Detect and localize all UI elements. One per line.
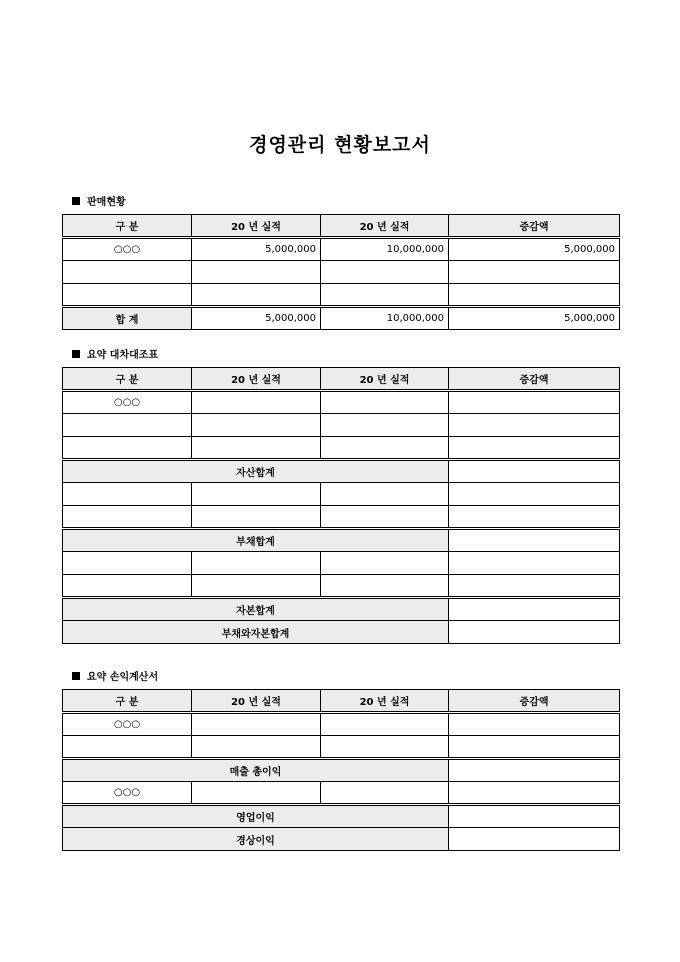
header-year1: 20 년 실적 bbox=[192, 690, 321, 713]
subtotal-asset-label: 자산합계 bbox=[63, 460, 449, 483]
subtotal-row bbox=[63, 828, 620, 851]
section-heading-sales bbox=[72, 193, 126, 208]
cell-value: 5,000,000 bbox=[449, 238, 620, 261]
subtotal-row bbox=[63, 759, 620, 782]
cell-item: ○○○ bbox=[63, 391, 192, 414]
table-row bbox=[63, 437, 620, 460]
page-title: 경영관리 현황보고서 bbox=[249, 134, 431, 156]
subtotal-row bbox=[63, 621, 620, 644]
section-heading-balance bbox=[72, 346, 158, 361]
balance-sheet-table bbox=[62, 367, 620, 644]
table-row bbox=[63, 261, 620, 284]
cell-value: 5,000,000 bbox=[192, 238, 321, 261]
header-category: 구 분 bbox=[63, 690, 192, 713]
income-statement-table bbox=[62, 689, 620, 851]
header-category: 구 분 bbox=[63, 368, 192, 391]
header-year1: 20 년 실적 bbox=[192, 368, 321, 391]
header-change: 증감액 bbox=[449, 690, 620, 713]
table-row bbox=[63, 575, 620, 598]
header-year2: 20 년 실적 bbox=[321, 368, 449, 391]
square-bullet-icon bbox=[72, 672, 80, 680]
table-row bbox=[63, 782, 620, 805]
header-year2: 20 년 실적 bbox=[321, 690, 449, 713]
subtotal-liability-label: 부채합계 bbox=[63, 529, 449, 552]
table-row bbox=[63, 483, 620, 506]
sales-table bbox=[62, 214, 620, 330]
subtotal-operating-profit-label: 영업이익 bbox=[63, 805, 449, 828]
table-header-row bbox=[63, 215, 620, 238]
subtotal-liab-equity-label: 부채와자본합계 bbox=[63, 621, 449, 644]
header-change: 증감액 bbox=[449, 215, 620, 238]
header-year1: 20 년 실적 bbox=[192, 215, 321, 238]
square-bullet-icon bbox=[72, 197, 80, 205]
total-value: 5,000,000 bbox=[449, 307, 620, 330]
subtotal-ordinary-profit-label: 경상이익 bbox=[63, 828, 449, 851]
table-row bbox=[63, 506, 620, 529]
subtotal-equity-label: 자본합계 bbox=[63, 598, 449, 621]
square-bullet-icon bbox=[72, 350, 80, 358]
table-header-row bbox=[63, 690, 620, 713]
header-year2: 20 년 실적 bbox=[321, 215, 449, 238]
table-row bbox=[63, 391, 620, 414]
total-row bbox=[63, 307, 620, 330]
cell-item: ○○○ bbox=[63, 713, 192, 736]
section-heading-label: 요약 대차대조표 bbox=[87, 350, 159, 361]
table-row bbox=[63, 284, 620, 307]
section-heading-income bbox=[72, 668, 158, 683]
subtotal-gross-profit-label: 매출 총이익 bbox=[63, 759, 449, 782]
header-change: 증감액 bbox=[449, 368, 620, 391]
subtotal-row bbox=[63, 460, 620, 483]
table-header-row bbox=[63, 368, 620, 391]
section-heading-label: 판매현황 bbox=[87, 197, 126, 208]
section-heading-label: 요약 손익계산서 bbox=[87, 672, 159, 683]
cell-value: 10,000,000 bbox=[321, 238, 449, 261]
subtotal-row bbox=[63, 529, 620, 552]
table-row bbox=[63, 238, 620, 261]
cell-item: ○○○ bbox=[63, 238, 192, 261]
subtotal-row bbox=[63, 805, 620, 828]
total-value: 10,000,000 bbox=[321, 307, 449, 330]
cell-item: ○○○ bbox=[63, 782, 192, 805]
header-category: 구 분 bbox=[63, 215, 192, 238]
table-row bbox=[63, 552, 620, 575]
total-label: 합 계 bbox=[63, 307, 192, 330]
table-row bbox=[63, 713, 620, 736]
table-row bbox=[63, 414, 620, 437]
subtotal-row bbox=[63, 598, 620, 621]
total-value: 5,000,000 bbox=[192, 307, 321, 330]
table-row bbox=[63, 736, 620, 759]
